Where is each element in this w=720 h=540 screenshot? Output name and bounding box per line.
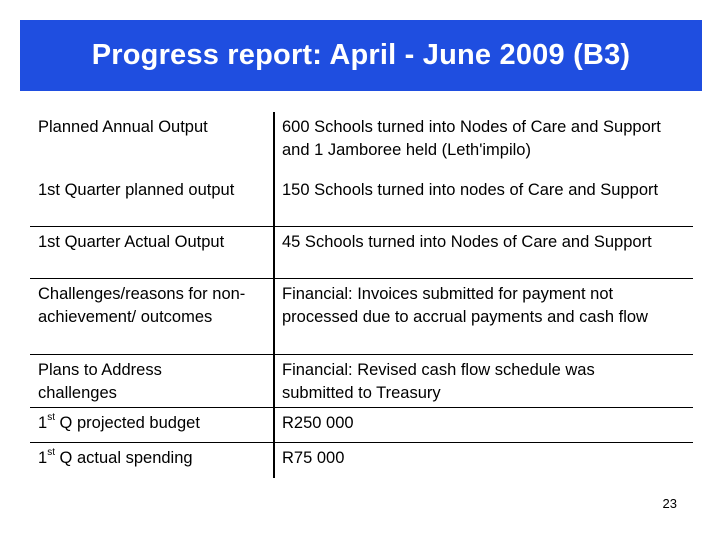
row-value: 600 Schools turned into Nodes of Care and Support and 1 Jamboree held (Leth'impilo) [282, 118, 661, 159]
row-value: Financial: Revised cash flow schedule was submitted to Treasury [282, 361, 595, 402]
row-label: Challenges/reasons for non-achievement/ outcomes [38, 285, 246, 326]
row-label: Plans to Address challenges [38, 361, 162, 402]
table-row [30, 112, 693, 172]
row-label [38, 447, 270, 470]
table-row [30, 279, 693, 355]
row-label: 1st Quarter Actual Output [38, 233, 225, 251]
table-row [30, 355, 693, 408]
slide-title: Progress report: April - June 2009 (B3) [91, 39, 631, 71]
table-row [30, 408, 693, 443]
row-value: 45 Schools turned into Nodes of Care and Support [282, 233, 652, 251]
row-label-number: 1 [38, 449, 48, 467]
row-label: Planned Annual Output [38, 118, 208, 136]
table-row [30, 175, 693, 227]
row-label-text: Q projected budget [54, 414, 200, 432]
row-value: 150 Schools turned into nodes of Care and Support [282, 181, 659, 199]
row-label-number: 1 [38, 414, 48, 432]
table-row [30, 443, 693, 478]
row-label: 1st Quarter planned output [38, 181, 235, 199]
title-bar [20, 20, 702, 91]
row-label-ordinal: st [47, 446, 55, 458]
page-number: 23 [662, 496, 677, 511]
table-row [30, 227, 693, 279]
column-divider [273, 112, 275, 478]
row-label [38, 412, 270, 435]
row-value: R250 000 [282, 414, 354, 432]
row-value: R75 000 [282, 449, 345, 467]
row-label-ordinal: st [47, 411, 55, 423]
row-label-text: Q actual spending [54, 449, 193, 467]
row-value: Financial: Invoices submitted for payment not processed due to accrual payments and cash flow [282, 285, 648, 326]
